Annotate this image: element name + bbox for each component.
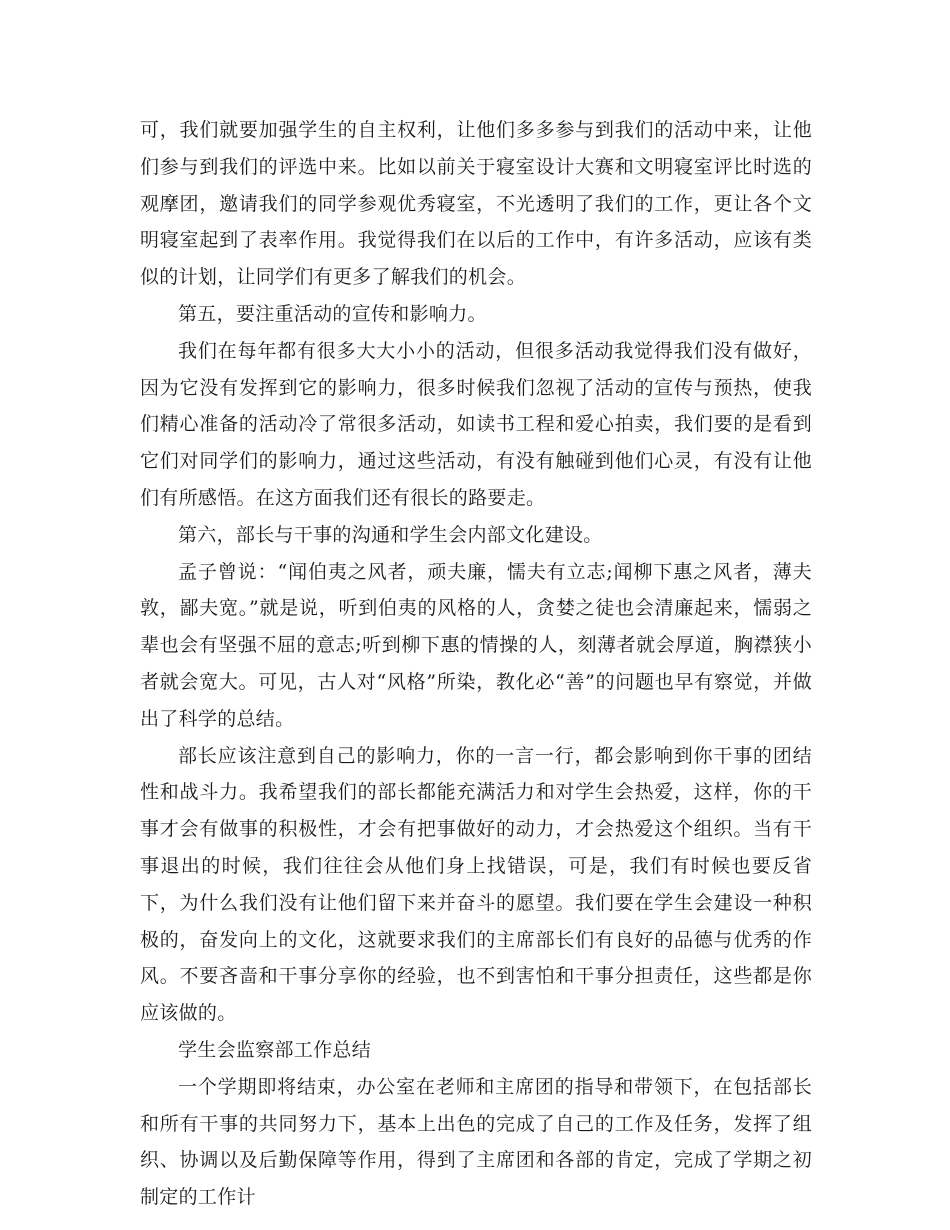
paragraph-heading-fifth: 第五，要注重活动的宣传和影响力。 xyxy=(178,302,487,325)
document-page xyxy=(140,112,812,1216)
section-title: 学生会监察部工作总结 xyxy=(178,1038,372,1061)
paragraph-quote: 孟子曾说：“闻伯夷之风者，顽夫廉，懦夫有立志;闻柳下惠之风者，薄夫敦，鄙夫宽。”就是说，听到伯夷的风格的人，贪婪之徒也会清廉起来，懦弱之辈也会有坚强不屈的意志;听到柳下惠的情操的人，刻薄者就会厚道，胸襟狭小者就会宽大。可见，古人对“风格”所染，教化必“善”的问题也早有察觉，并做出了科学的总结。 xyxy=(140,560,812,730)
paragraph-heading-sixth: 第六，部长与干事的沟通和学生会内部文化建设。 xyxy=(178,523,603,546)
paragraph-body: 部长应该注意到自己的影响力，你的一言一行，都会影响到你干事的团结性和战斗力。我希望我们的部长都能充满活力和对学生会热爱，这样，你的干事才会有做事的积极性，才会有把事做好的动力，才会热爱这个组织。当有干事退出的时候，我们往往会从他们身上找错误，可是，我们有时候也要反省下，为什么我们没有让他们留下来并奋斗的愿望。我们要在学生会建设一种积极的，奋发向上的文化，这就要求我们的主席部长们有良好的品德与优秀的作风。不要吝啬和干事分享你的经验，也不到害怕和干事分担责任，这些都是你应该做的。 xyxy=(140,744,812,1025)
paragraph-body: 一个学期即将结束，办公室在老师和主席团的指导和带领下，在包括部长和所有干事的共同努力下，基本上出色的完成了自己的工作及任务，发挥了组织、协调以及后勤保障等作用，得到了主席团和各部的肯定，完成了学期之初制定的工作计 xyxy=(140,1075,812,1209)
paragraph-continuation: 可，我们就要加强学生的自主权利，让他们多多参与到我们的活动中来，让他们参与到我们的评选中来。比如以前关于寝室设计大赛和文明寝室评比时选的观摩团，邀请我们的同学参观优秀寝室，不光透明了我们的工作，更让各个文明寝室起到了表率作用。我觉得我们在以后的工作中，有许多活动，应该有类似的计划，让同学们有更多了解我们的机会。 xyxy=(140,119,812,289)
paragraph-body: 我们在每年都有很多大大小小的活动，但很多活动我觉得我们没有做好，因为它没有发挥到它的影响力，很多时候我们忽视了活动的宣传与预热，使我们精心准备的活动冷了常很多活动，如读书工程和爱心拍卖，我们要的是看到它们对同学们的影响力，通过这些活动，有没有触碰到他们心灵，有没有让他们有所感悟。在这方面我们还有很长的路要走。 xyxy=(140,339,812,509)
